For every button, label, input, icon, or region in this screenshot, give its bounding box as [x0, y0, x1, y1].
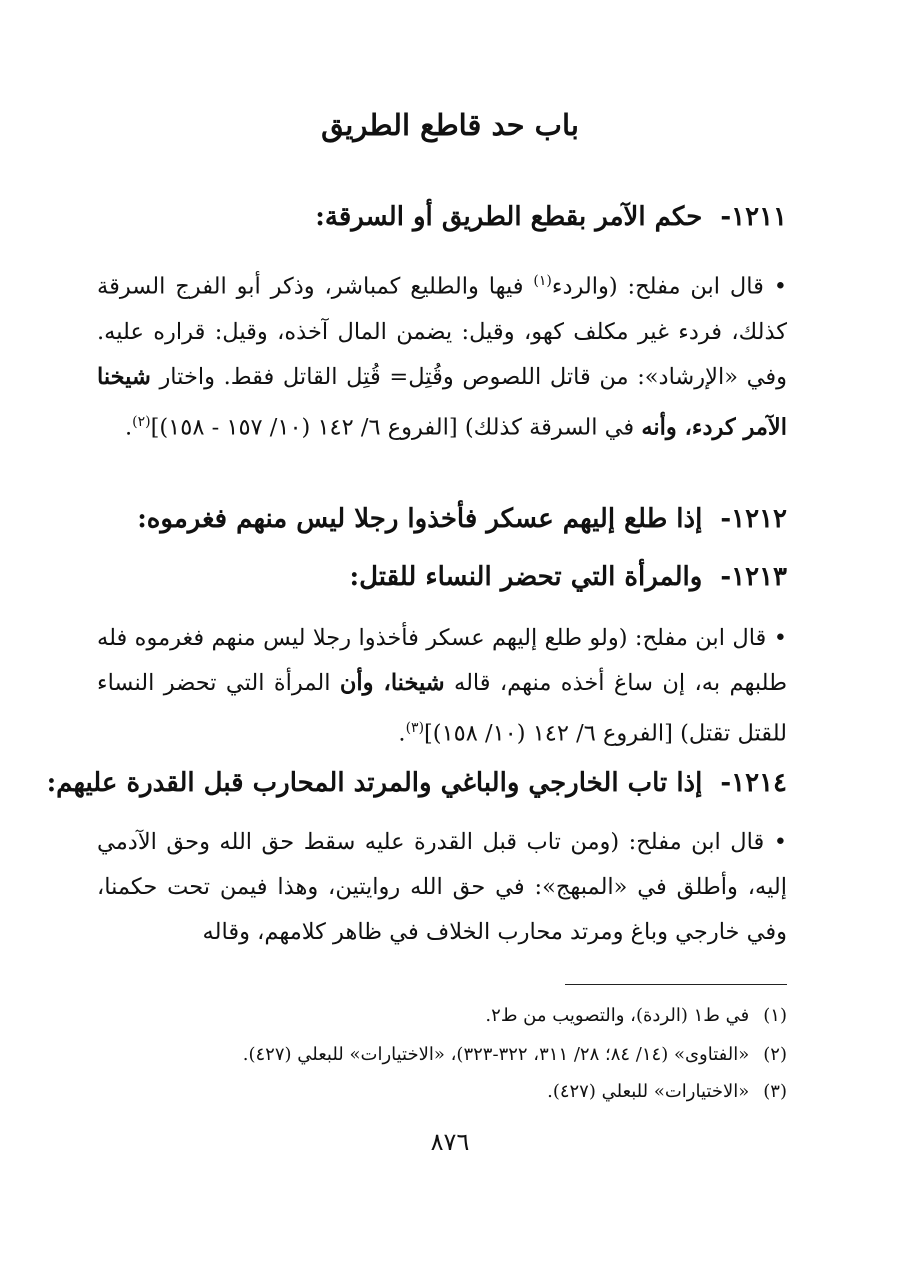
section-heading-1213 — [97, 562, 787, 592]
section-paragraph-1211 — [97, 259, 787, 450]
footnote-ref-2: (٢) — [132, 413, 151, 430]
section-heading-text: إذا طلع إليهم عسكر فأخذوا رجلا ليس منهم فغرموه: — [137, 504, 703, 534]
footnote-divider — [565, 984, 787, 985]
section-paragraph-1214 — [97, 820, 787, 955]
footnote-text: «الفتاوى» (١٤/ ٨٤؛ ٢٨/ ٣١١، ٣٢٢-٣٢٣)، «الاختيارات» للبعلي (٤٢٧). — [242, 1044, 750, 1065]
footnote-1 — [97, 1005, 787, 1026]
section-heading-text: حكم الآمر بقطع الطريق أو السرقة: — [315, 202, 703, 232]
section-number: ١٢١٤- — [720, 768, 787, 798]
footnote-number: (٢) — [763, 1044, 787, 1065]
paragraph-text: في السرقة كذلك) [الفروع ٦/ ١٤٢ (١٠/ ١٥٧ - ١٥٨)] — [150, 414, 642, 440]
section-heading-text: والمرأة التي تحضر النساء للقتل: — [349, 562, 703, 592]
page-number: ٨٧٦ — [430, 1128, 470, 1156]
footnote-3 — [97, 1081, 787, 1102]
footnote-ref-3: (٣) — [405, 720, 425, 736]
bullet: • — [773, 273, 787, 300]
footnote-number: (٣) — [763, 1081, 787, 1102]
section-paragraph-1213 — [97, 616, 787, 757]
paragraph-text: قال ابن مفلح: (والردء — [551, 273, 764, 300]
footnote-2 — [97, 1044, 787, 1065]
section-heading-1214 — [46, 768, 787, 798]
paragraph-text: فيها والطليع كمباشر، وذكر أبو الفرج السرقة كذلك، فردء غير مكلف كهو، وقيل: يضمن المال آخذه، وقيل: قراره عليه. وفي «الإرشاد»: من قاتل اللصوص وقُتِل= قُتِل القاتل فقط. واختار — [97, 273, 787, 390]
footnote-text: «الاختيارات» للبعلي (٤٢٧). — [547, 1081, 750, 1102]
bullet: • — [773, 625, 787, 651]
section-number: ١٢١١- — [720, 202, 787, 232]
section-heading-text: إذا تاب الخارجي والباغي والمرتد المحارب قبل القدرة عليهم: — [46, 768, 703, 798]
bullet: • — [773, 829, 787, 855]
emphasis-text: شيخنا، وأن — [339, 670, 445, 696]
emphasis-text: شيخنا الآمر كردء، وأنه — [97, 363, 787, 440]
paragraph-text: قال ابن مفلح: (ولو طلع إليهم عسكر فأخذوا رجلا ليس منهم فغرموه فله طلبهم به، إن ساغ أخذه منهم، قاله — [97, 625, 788, 696]
chapter-title: باب حد قاطع الطريق — [321, 108, 579, 142]
section-number: ١٢١٢- — [720, 504, 787, 534]
footnote-ref-1: (١) — [533, 273, 552, 289]
section-heading-1211 — [97, 202, 787, 232]
section-heading-1212 — [97, 504, 787, 534]
footnote-number: (١) — [763, 1005, 787, 1026]
paragraph-end: . — [398, 720, 406, 747]
section-number: ١٢١٣- — [720, 562, 787, 592]
paragraph-text: المرأة التي تحضر النساء للقتل تقتل) [الفروع ٦/ ١٤٢ (١٠/ ١٥٨)] — [97, 670, 787, 747]
paragraph-end: . — [124, 414, 133, 440]
footnote-text: في ط١ (الردة)، والتصويب من ط٢. — [485, 1005, 750, 1026]
paragraph-text: قال ابن مفلح: (ومن تاب قبل القدرة عليه سقط حق الله وحق الآدمي إليه، وأطلق في «المبهج»: في حق الله روايتين، وهذا فيمن تحت حكمنا، وفي خارجي وباغ ومرتد محارب الخلاف في ظاهر كلامهم، وقاله — [97, 829, 787, 945]
